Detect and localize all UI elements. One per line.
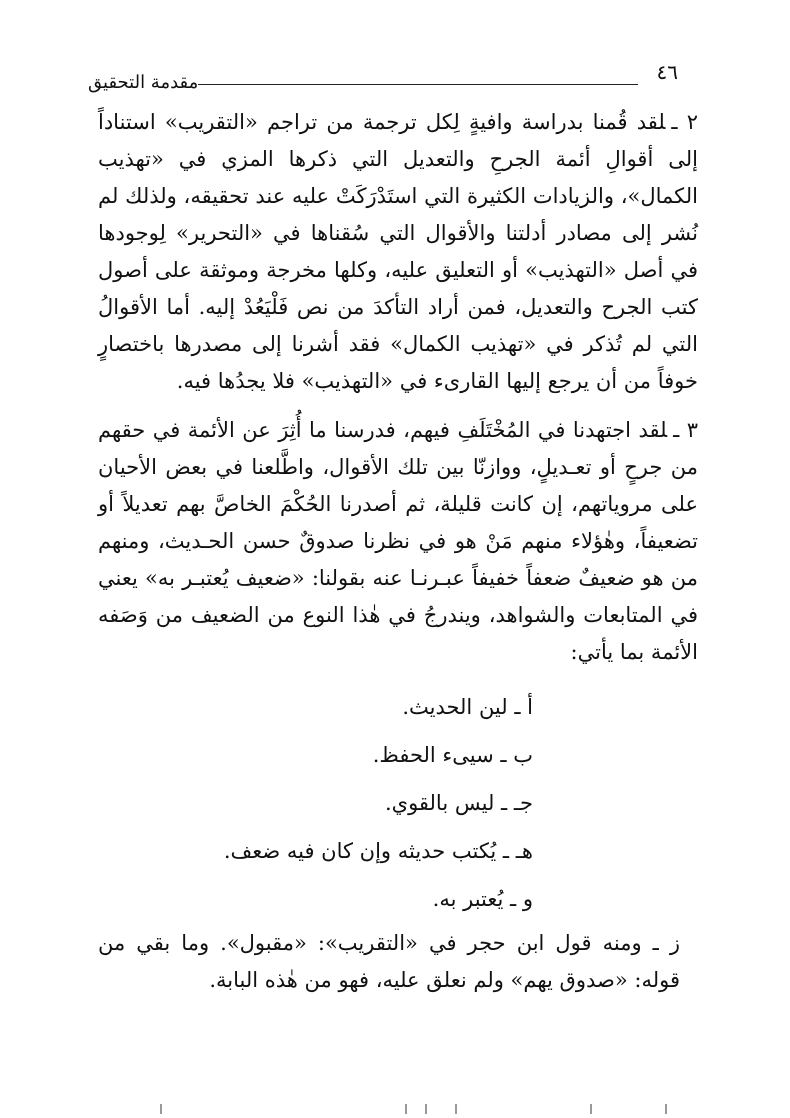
- scan-speck: [160, 1104, 162, 1114]
- list-item: هـ ـ يُكتب حديثه وإن كان فيه ضعف.: [223, 839, 533, 863]
- paragraph-2: [98, 104, 698, 400]
- list-item: و ـ يُعتبر به.: [432, 887, 533, 911]
- list-item: ب ـ سيىء الحفظ.: [372, 743, 533, 767]
- page-number: ٤٦: [656, 60, 678, 84]
- scan-speck: [425, 1104, 427, 1114]
- header-rule: [198, 84, 638, 85]
- scan-speck: [455, 1104, 457, 1114]
- paragraph-number: ٣ ـ: [673, 418, 698, 442]
- list-item: جـ ـ ليس بالقوي.: [384, 791, 533, 815]
- paragraph-3: [98, 412, 698, 671]
- weak-narrator-terms-list: [98, 683, 698, 923]
- final-paragraph: ز ـ ومنه قول ابن حجر في «التقريب»: «مقبول». وما بقي من قوله: «صدوق يهم» ولم نعلق عليه، فهو من هٰذه البابة.: [98, 931, 680, 992]
- scan-marks: [120, 1098, 720, 1114]
- header-title: مقدمة التحقيق: [88, 72, 199, 93]
- paragraph-number: ٢ ـ: [671, 110, 699, 134]
- paragraph-text: لقد اجتهدنا في المُخْتَلَفِ فيهم، فدرسنا ما أُثِرَ عن الأئمة في حقهم من جرحٍ أو تعـديلٍ، ووازنّا بين تلك الأقوال، واطَّلعنا في بعض الأحيان على مروياتهم، إن كانت قليلة، ثم أصدرنا الحُكْمَ الخاصَّ بهم تعديلاً أو تضعيفاً، وهٰؤلاء منهم مَنْ هو في نظرنا صدوقٌ حسن الحـديث، ومنهم من هو ضعيفٌ ضعفاً خفيفاً عبـرنـا عنه بقولنا: «ضعيف يُعتبـر به» يعني في المتابعات والشواهد، ويندرجُ في هٰذا النوع من الضعيف من وَصَفه الأئمة بما يأتي:: [98, 418, 698, 664]
- running-header: [88, 58, 678, 92]
- scan-speck: [665, 1104, 667, 1114]
- scan-speck: [590, 1104, 592, 1114]
- list-item: أ ـ لين الحديث.: [402, 695, 533, 719]
- scan-speck: [405, 1104, 407, 1114]
- paragraph-text: لقد قُمنا بدراسة وافيةٍ لِكل ترجمة من تراجم «التقريب» استناداً إلى أقوالِ أئمة الجرحِ والتعديل التي ذكرها المزي في «تهذيب الكمال»، والزيادات الكثيرة التي استَدْرَكَتْ عليه عند تحقيقه، ولذلك لم نُشر إلى مصادر أدلتنا والأقوال التي سُقناها في «التحرير» لِوجودها في أصل «التهذيب» أو التعليق عليه، وكلها مخرجة وموثقة على أصول كتب الجرح والتعديل، فمن أراد التأكدَ من نص فَلْيَعُدْ إليه. أما الأقوالُ التي لم تُذكر في «تهذيب الكمال» فقد أشرنا إلى مصدرها باختصارٍ خوفاً من أن يرجع إليها القارىء في «التهذيب» فلا يجدُها فيه.: [98, 110, 698, 393]
- body-text: [98, 104, 698, 999]
